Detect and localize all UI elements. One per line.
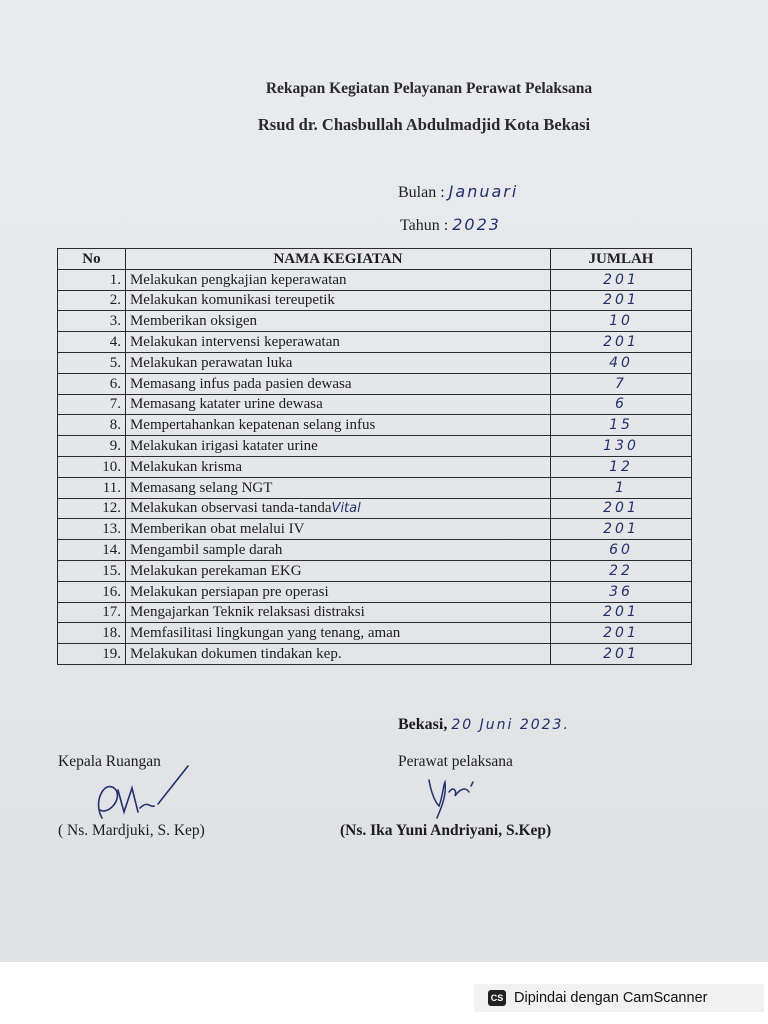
activity-name-text: Melakukan dokumen tindakan kep. xyxy=(129,646,342,663)
row-jumlah: 130 xyxy=(550,436,691,457)
activity-table xyxy=(57,248,692,665)
row-jumlah: 40 xyxy=(550,352,691,373)
activity-name-text: Melakukan komunikasi tereupetik xyxy=(129,292,335,309)
place-label: Bekasi, xyxy=(398,716,448,733)
row-jumlah: 201 xyxy=(550,498,691,519)
header-name: NAMA KEGIATAN xyxy=(125,249,550,270)
table-row xyxy=(58,269,692,290)
table-row xyxy=(58,332,692,353)
row-jumlah: 60 xyxy=(550,540,691,561)
header-no: No xyxy=(58,249,126,270)
bulan-value: Januari xyxy=(448,182,519,201)
row-jumlah: 201 xyxy=(550,332,691,353)
activity-name-text: Memberikan oksigen xyxy=(129,313,258,330)
row-activity-name xyxy=(125,269,550,290)
table-row xyxy=(58,540,692,561)
row-jumlah: 201 xyxy=(550,519,691,540)
table-header-row xyxy=(58,249,692,270)
row-jumlah: 201 xyxy=(550,269,691,290)
row-activity-name xyxy=(125,394,550,415)
activity-name-text: Melakukan persiapan pre operasi xyxy=(129,583,329,600)
perawat-label: Perawat pelaksana xyxy=(398,753,513,770)
activity-name-text: Melakukan intervensi keperawatan xyxy=(129,334,340,351)
row-activity-name xyxy=(125,519,550,540)
row-activity-name xyxy=(125,373,550,394)
row-number: 9. xyxy=(58,436,126,457)
row-number: 5. xyxy=(58,352,126,373)
row-number: 11. xyxy=(58,477,126,498)
row-number: 14. xyxy=(58,540,126,561)
row-number: 4. xyxy=(58,332,126,353)
row-activity-name xyxy=(125,477,550,498)
table-row xyxy=(58,290,692,311)
table-row xyxy=(58,560,692,581)
row-jumlah: 1 xyxy=(550,477,691,498)
activity-name-text: Melakukan observasi tanda-tanda xyxy=(129,499,332,516)
row-activity-name xyxy=(125,352,550,373)
row-jumlah: 201 xyxy=(550,644,691,665)
row-jumlah: 6 xyxy=(550,394,691,415)
row-number: 3. xyxy=(58,311,126,332)
row-number: 6. xyxy=(58,373,126,394)
row-number: 13. xyxy=(58,519,126,540)
table-row xyxy=(58,311,692,332)
row-jumlah: 201 xyxy=(550,602,691,623)
place-date xyxy=(398,716,570,734)
row-number: 18. xyxy=(58,623,126,644)
activity-name-text: Memasang selang NGT xyxy=(129,479,273,496)
activity-name-handwritten: Vital xyxy=(331,500,361,516)
activity-name-text: Mengajarkan Teknik relaksasi distraksi xyxy=(129,604,365,621)
row-jumlah: 7 xyxy=(550,373,691,394)
row-number: 17. xyxy=(58,602,126,623)
activity-name-text: Memfasilitasi lingkungan yang tenang, aman xyxy=(129,625,401,642)
row-number: 12. xyxy=(58,498,126,519)
table-row xyxy=(58,581,692,602)
row-activity-name xyxy=(125,623,550,644)
table-row xyxy=(58,456,692,477)
tahun-label: Tahun : xyxy=(400,217,449,234)
title-line-2: Rsud dr. Chasbullah Abdulmadjid Kota Bekasi xyxy=(257,115,591,134)
row-activity-name xyxy=(125,644,550,665)
activity-name-text: Memberikan obat melalui IV xyxy=(129,521,305,538)
activity-name-text: Mempertahankan kepatenan selang infus xyxy=(129,417,376,434)
table-row xyxy=(58,519,692,540)
row-jumlah: 15 xyxy=(550,415,691,436)
bulan-field xyxy=(398,182,518,202)
header-jumlah: JUMLAH xyxy=(550,249,691,270)
camscanner-text: Dipindai dengan CamScanner xyxy=(514,990,708,1006)
activity-name-text: Melakukan perekaman EKG xyxy=(129,562,302,579)
camscanner-icon: CS xyxy=(488,990,506,1006)
kepala-label: Kepala Ruangan xyxy=(58,753,161,770)
table-row xyxy=(58,602,692,623)
row-number: 7. xyxy=(58,394,126,415)
row-number: 2. xyxy=(58,290,126,311)
activity-name-text: Melakukan krisma xyxy=(129,458,243,475)
activity-name-text: Mengambil sample darah xyxy=(129,542,283,559)
row-activity-name xyxy=(125,498,550,519)
row-activity-name xyxy=(125,581,550,602)
row-activity-name xyxy=(125,415,550,436)
row-jumlah: 22 xyxy=(550,560,691,581)
perawat-name: (Ns. Ika Yuni Andriyani, S.Kep) xyxy=(340,822,552,839)
date-value: 20 Juni 2023. xyxy=(451,717,570,733)
activity-name-text: Melakukan perawatan luka xyxy=(129,354,293,371)
row-activity-name xyxy=(125,456,550,477)
row-number: 15. xyxy=(58,560,126,581)
table-body xyxy=(58,269,692,664)
perawat-signature-icon xyxy=(425,772,485,822)
tahun-field xyxy=(400,215,501,235)
kepala-name: ( Ns. Mardjuki, S. Kep) xyxy=(58,822,205,839)
row-number: 8. xyxy=(58,415,126,436)
row-jumlah: 12 xyxy=(550,456,691,477)
table-row xyxy=(58,623,692,644)
title-line-1: Rekapan Kegiatan Pelayanan Perawat Pelaksana xyxy=(265,80,593,97)
table-row xyxy=(58,373,692,394)
row-number: 16. xyxy=(58,581,126,602)
row-activity-name xyxy=(125,332,550,353)
row-number: 1. xyxy=(58,269,126,290)
activity-name-text: Melakukan irigasi katater urine xyxy=(129,438,318,455)
bulan-label: Bulan : xyxy=(398,184,445,201)
row-activity-name xyxy=(125,311,550,332)
table-row xyxy=(58,394,692,415)
row-activity-name xyxy=(125,560,550,581)
row-activity-name xyxy=(125,602,550,623)
activity-name-text: Memasang katater urine dewasa xyxy=(129,396,323,413)
row-activity-name xyxy=(125,436,550,457)
activity-name-text: Memasang infus pada pasien dewasa xyxy=(129,375,352,392)
row-jumlah: 36 xyxy=(550,581,691,602)
row-jumlah: 201 xyxy=(550,290,691,311)
row-activity-name xyxy=(125,540,550,561)
row-number: 10. xyxy=(58,456,126,477)
table-row xyxy=(58,477,692,498)
table-row xyxy=(58,436,692,457)
tahun-value: 2023 xyxy=(452,215,501,234)
row-number: 19. xyxy=(58,644,126,665)
table-row xyxy=(58,644,692,665)
kepala-signature-icon xyxy=(88,760,198,830)
row-activity-name xyxy=(125,290,550,311)
table-row xyxy=(58,415,692,436)
row-jumlah: 10 xyxy=(550,311,691,332)
table-row xyxy=(58,352,692,373)
camscanner-badge xyxy=(474,984,764,1012)
row-jumlah: 201 xyxy=(550,623,691,644)
table-row xyxy=(58,498,692,519)
activity-name-text: Melakukan pengkajian keperawatan xyxy=(129,271,347,288)
